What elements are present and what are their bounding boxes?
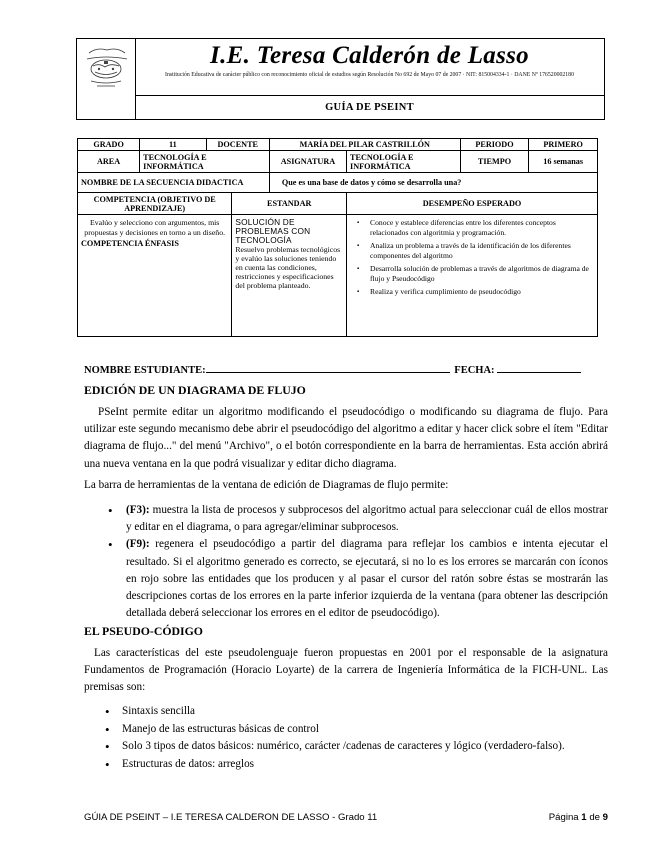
premise-item: • Estructuras de datos: arreglos (84, 756, 614, 774)
desempeno-cell (347, 215, 598, 337)
premises-list (84, 703, 614, 773)
premise-item: • Manejo de las estructuras básicas de control (84, 721, 614, 739)
page-word: Página (548, 812, 579, 823)
desempeno-item: ▪ Conoce y establece diferencias entre los diferentes conceptos relacionados con algoritmia y programación. (370, 218, 594, 238)
estandar-header: ESTANDAR (232, 193, 347, 215)
secuencia-label: NOMBRE DE LA SECUENCIA DIDACTICA (78, 173, 270, 193)
estandar-caps: SOLUCIÓN DE PROBLEMAS CON TECNOLOGÍA (235, 217, 311, 245)
footer-page-number (549, 812, 608, 823)
shortcut-key: (F9): (126, 538, 150, 551)
premise-item: • Sintaxis sencilla (84, 703, 614, 721)
school-seal-logo (77, 39, 136, 119)
competencia-cell (78, 215, 232, 337)
competencia-header: COMPETENCIA (OBJETIVO DE APRENDIZAJE) (78, 193, 232, 215)
asignatura-label: ASIGNATURA (269, 151, 346, 173)
section-heading-flowchart: EDICIÓN DE UN DIAGRAMA DE FLUJO (84, 383, 306, 397)
page-total: 9 (602, 812, 608, 823)
page-current: 1 (581, 812, 587, 823)
desempeno-list (350, 218, 594, 297)
tiempo-value: 16 semanas (529, 151, 598, 173)
docente-value: MARÍA DEL PILAR CASTRILLÓN (269, 139, 460, 151)
desempeno-item: ▪ Realiza y verifica cumplimiento de pseudocódigo (370, 287, 594, 297)
school-name-title: I.E. Teresa Calderón de Lasso (210, 42, 529, 69)
guide-title: GUÍA DE PSEINT (135, 95, 604, 120)
shortcut-key: (F3): (126, 504, 150, 516)
grado-label: GRADO (78, 139, 140, 151)
toolbar-feature-item (84, 536, 608, 622)
estandar-cell (232, 215, 347, 337)
date-label: FECHA: (454, 365, 495, 376)
premise-item: • Solo 3 tipos de datos básicos: numérico, carácter /cadenas de caracteres y lógico (verdadero-falso). (84, 738, 614, 756)
toolbar-feature-item (84, 502, 608, 536)
toolbar-feature-list (84, 502, 608, 622)
footer-document-title: GÚIA DE PSEINT – I.E TERESA CALDERON DE LASSO - Grado 11 (84, 812, 378, 823)
student-name-line[interactable] (206, 362, 450, 373)
grado-value: 11 (140, 139, 206, 151)
shortcut-description: regenera el pseudocódigo a partir del diagrama para reflejar los cambios e intenta ejecutar el resultado. Si el algoritmo generado es correcto, se ejecutará, si no lo es los errores se marcarán con íconos en rojo sobre las entidades que los producen y al pasar el cursor del ratón sobre éstas se mostrarán las descripciones cortas de los errores en la parte inferior izquierda de la ventana (para obtener las descripción detallada deberá seleccionar los errores en el editor de pseudocódigo). (126, 538, 608, 620)
student-name-label: NOMBRE ESTUDIANTE: (84, 365, 206, 376)
competencia-enfasis-label: COMPETENCIA ÉNFASIS (81, 239, 179, 248)
section-heading-pseudocode: EL PSEUDO-CÓDIGO (84, 624, 203, 638)
pseudocode-intro-paragraph: Las características del este pseudolenguaje fueron propuestas en 2001 por el responsable de la asignatura Fundamentos de Programación (Horacio Loyarte) de la carrera de Ingeniería Informática de la FICH-UNL. Las premisas son: (84, 647, 608, 694)
secuencia-value: Que es una base de datos y cómo se desarrolla una? (269, 173, 597, 193)
course-info-table (77, 138, 598, 337)
shortcut-description: muestra la lista de procesos y subprocesos del algoritmo actual para seleccionar cuál de ellos mostrar y editar en el diagrama, o para agregar/eliminar subprocesos. (126, 504, 608, 534)
asignatura-value: TECNOLOGÍA E INFORMÁTICA (347, 151, 461, 173)
competencia-text: Evalúo y selecciono con argumentos, mis propuestas y decisiones en torno a un diseño. (84, 218, 226, 237)
page-of-word: de (589, 812, 600, 823)
desempeno-item: ▪ Desarrolla solución de problemas a través de algoritmos de diagrama de flujo y Pseudocódigo (370, 264, 594, 284)
school-legal-subtitle: Institución Educativa de carácter público con reconocimiento oficial de estudios según Resolución No 692 de Mayo 07 de 2007 · NIT: 815004334-1 · DANE Nº 176520002180 (165, 72, 574, 78)
document-header (76, 38, 605, 120)
desempeno-header: DESEMPEÑO ESPERADO (347, 193, 598, 215)
periodo-value: PRIMERO (529, 139, 598, 151)
toolbar-intro-paragraph: La barra de herramientas de la ventana de edición de Diagramas de flujo permite: (84, 479, 449, 491)
page-footer (84, 812, 608, 823)
estandar-text: Resuelvo problemas tecnológicos y evalúo las soluciones teniendo en cuenta las condiciones, restricciones y especificaciones del problema planteado. (235, 245, 341, 290)
desempeno-item: ▪ Analiza un problema a través de la identificación de los diferentes componentes del algoritmo (370, 241, 594, 261)
student-row (84, 362, 608, 376)
area-label: AREA (78, 151, 140, 173)
docente-label: DOCENTE (206, 139, 269, 151)
date-line[interactable] (497, 362, 581, 373)
periodo-label: PERIODO (460, 139, 529, 151)
area-value: TECNOLOGÍA E INFORMÁTICA (140, 151, 270, 173)
flowchart-intro-paragraph: PSeInt permite editar un algoritmo modificando el pseudocódigo o modificando su diagrama de flujo. Para utilizar este segundo mecanismo debe abrir el pseudocódigo del algoritmo a editar y hacer click sobre el ítem "Editar diagrama de flujo..." del menú "Archivo", o el botón correspondiente en la barra de herramientas. Esta acción abrirá una nueva ventana en la que podrá visualizar y editar dicho diagrama. (84, 406, 608, 470)
tiempo-label: TIEMPO (460, 151, 529, 173)
